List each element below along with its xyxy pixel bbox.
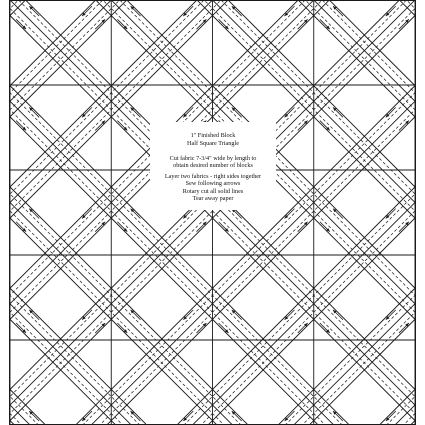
diagonal-guide-line <box>13 0 425 425</box>
label-title-line-2: Half Square Triangle <box>187 140 239 147</box>
label-step-cut: Rotary cut all solid lines <box>182 188 244 195</box>
diagonal-sew-line <box>17 0 425 425</box>
cutting-grid <box>10 0 415 425</box>
label-step-sew: Sew following arrows <box>185 180 241 187</box>
diagonal-guide-line <box>13 0 425 425</box>
label-cut-line-2: obtain desired number of blocks <box>173 162 253 169</box>
diagonal-sew-line <box>17 0 425 425</box>
label-cut-line-1: Cut fabric 7-3/4" wide by length to <box>169 155 257 162</box>
label-step-layer: Layer two fabrics - right sides together <box>164 173 262 180</box>
label-title-line-1: 1" Finished Block <box>190 132 236 139</box>
label-step-tear: Tear away paper <box>192 195 234 202</box>
